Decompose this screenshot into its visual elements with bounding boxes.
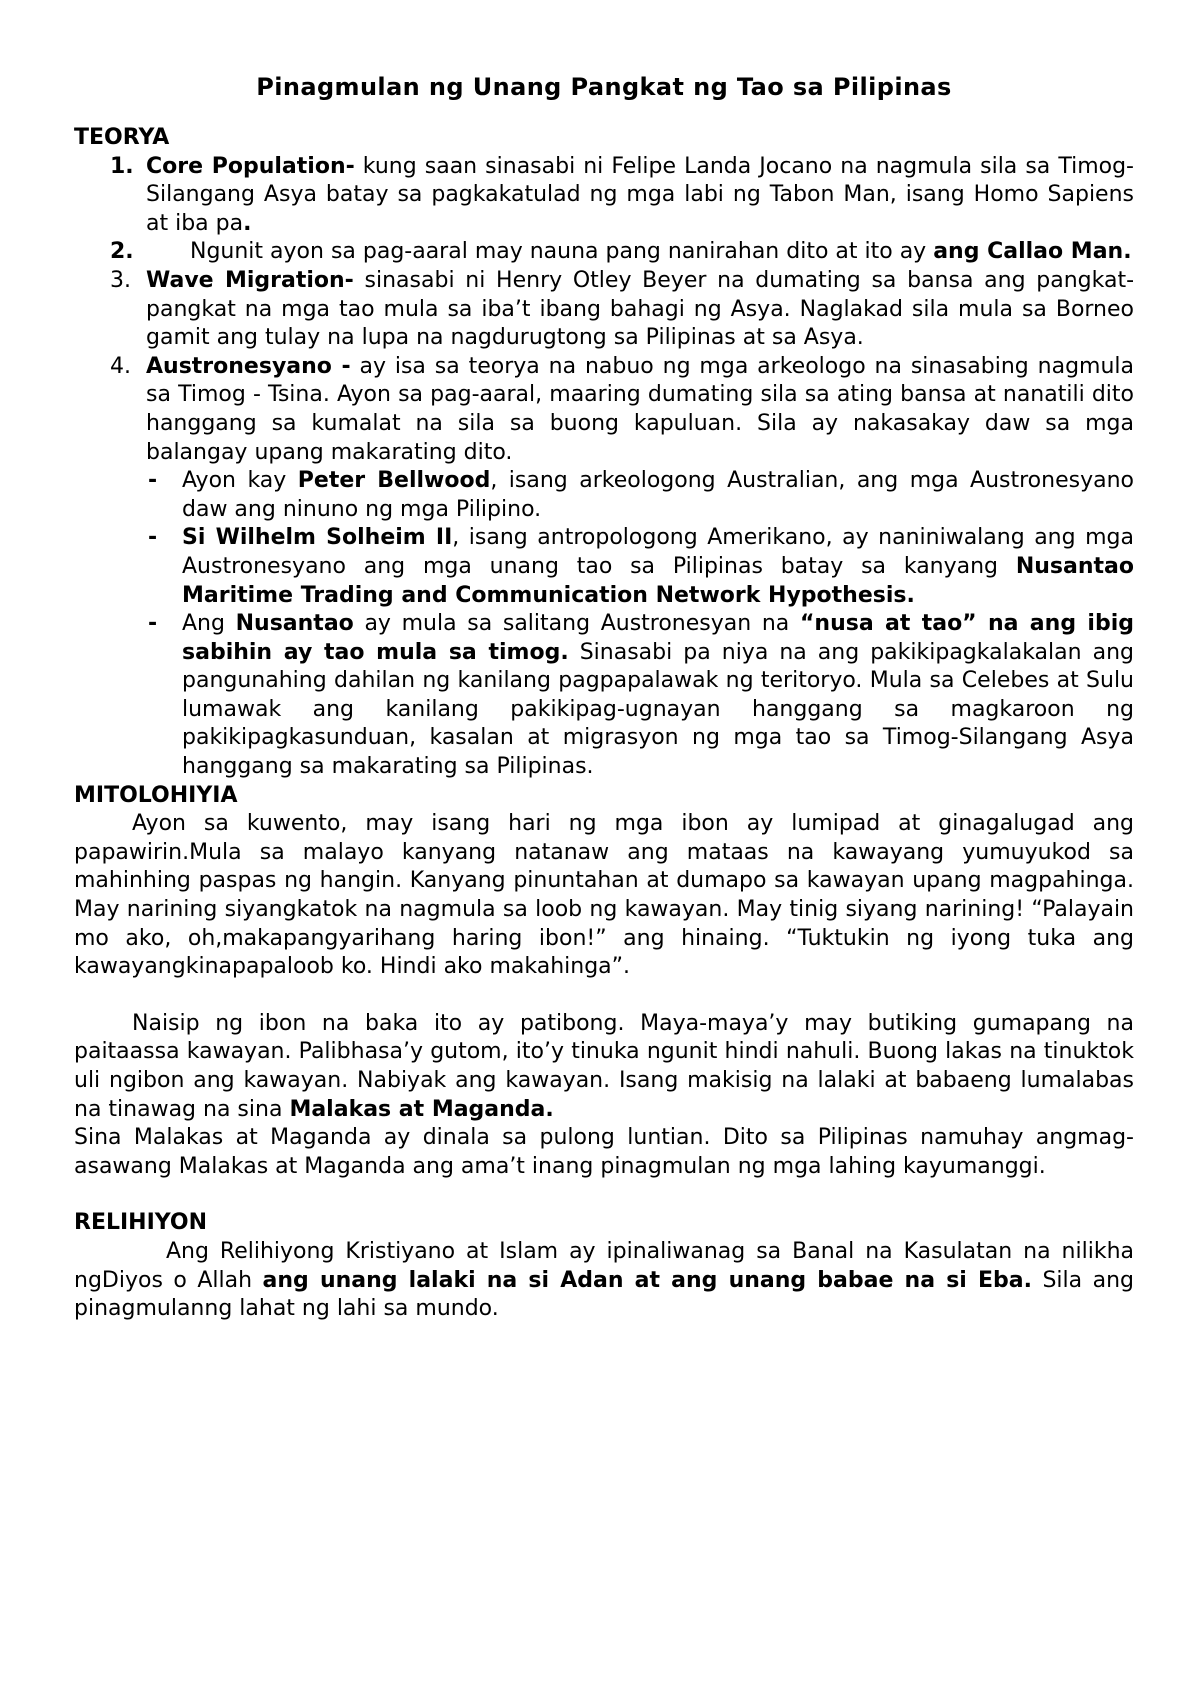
paragraph (74, 1238, 1134, 1324)
bullet-text: Sinasabi pa niya na ang pakikipagkalakalan ang pangunahing dahilan ng kanilang pagpapalawak ng teritoryo. Mula sa Celebes at Sulu lumawak ang kanilang pakikipag-ugnayan hanggang sa magkaroon ng pakikipagkasunduan, kasalan at migrasyon ng mga tao sa Timog-Silangang Asya hanggang sa makarating sa Pilipinas. (182, 639, 1134, 780)
spacer (74, 1181, 1134, 1209)
bullet-text: ay mula sa salitang Austronesyan na (353, 611, 800, 637)
bullet-item (74, 610, 1134, 782)
spacer (74, 982, 1134, 1010)
paragraph-text: Naisip ng ibon na baka ito ay patibong. Maya-maya’y may butiking gumapang na paitaassa kawayan. Palibhasa’y gutom, ito’y tinuka ngunit hindi nahuli. Buong lakas na tinuktok uli ngibon ang kawayan. Nabiyak ang kawayan. Isang makisig na lalaki at babaeng lumalabas na tinawag na sina (74, 1010, 1134, 1122)
bullet-bold: Peter Bellwood (297, 468, 491, 494)
list-item (74, 353, 1134, 467)
term-bold: Core Population- (146, 153, 355, 179)
list-number: 2. (110, 239, 134, 265)
term-bold: Austronesyano - (146, 353, 351, 379)
item-text: sinasabi ni Henry Otley Beyer na dumating sa bansa ang pangkat-pangkat na mga tao mula sa iba’t ibang bahagi ng Asya. Naglakad sila mula sa Borneo gamit ang tulay na lupa na nagdurugtong sa Pilipinas at sa Asya. (146, 267, 1135, 351)
paragraph: Sina Malakas at Maganda ay dinala sa pulong luntian. Dito sa Pilipinas namuhay angmag-asawang Malakas at Maganda ang ama’t inang pinagmulan ng mga lahing kayumanggi. (74, 1125, 1134, 1179)
section-heading-teorya: TEORYA (74, 125, 170, 150)
paragraph-bold: Malakas at Maganda. (289, 1096, 554, 1122)
list-item (74, 153, 1134, 239)
page-title: Pinagmulan ng Unang Pangkat ng Tao sa Pilipinas (256, 73, 952, 101)
document-page (74, 72, 1134, 1324)
dash-bullet: - (148, 611, 158, 637)
term-bold: ang Callao Man. (933, 239, 1132, 265)
list-number: 1. (110, 153, 134, 179)
list-item (74, 238, 1134, 267)
paragraph: Ayon sa kuwento, may isang hari ng mga ibon ay lumipad at ginagalugad ang papawirin.Mula sa malayo kanyang natanaw ang mataas na kawayang yumuyukod sa mahinhing paspas ng hangin. Kanyang pinuntahan at dumapo sa kawayan upang magpahinga. May narining siyangkatok na nagmula sa loob ng kawayan. May tinig siyang narining! “Palayain mo ako, oh,makapangyarihang haring ibon!” ang hinaing. “Tuktukin ng iyong tuka ang kawayangkinapapaloob ko. Hindi ako makahinga”. (74, 811, 1134, 980)
bullet-text: , isang arkeologong Australian, ang mga Austronesyano daw ang ninuno ng mga Pilipino. (182, 468, 1134, 522)
item-text: ay isa sa teorya na nabuo ng mga arkeologo na sinasabing nagmula sa Timog - Tsina. Ayon sa pag-aaral, maaring dumating sila sa ating bansa at nanatili dito hanggang sa kumalat na sila sa buong kapuluan. Sila ay nakasakay daw sa mga balangay upang makarating dito. (146, 353, 1134, 465)
dash-bullet: - (148, 468, 158, 494)
paragraph (74, 1010, 1134, 1124)
dash-bullet: - (148, 525, 158, 551)
paragraph-text: Ang Relihiyong Kristiyano at Islam ay ipinaliwanag sa Banal na Kasulatan na nilikha ngDiyos o Allah (74, 1238, 1134, 1293)
item-end: . (243, 210, 252, 236)
paragraph-bold: ang unang lalaki na si Adan at ang unang babae na si Eba. (262, 1267, 1032, 1293)
bullet-bold: Nusantao Maritime Trading and Communication Network Hypothesis. (182, 553, 1134, 608)
bullet-text: Ang (182, 611, 236, 637)
bullet-item (74, 524, 1134, 610)
section-heading-relihiyon: RELIHIYON (74, 1210, 208, 1236)
bullet-bold: Si Wilhelm Solheim II (182, 525, 453, 551)
bullet-text: Ayon kay (182, 468, 298, 494)
item-text: kung saan sinasabi ni Felipe Landa Jocano na nagmula sila sa Timog-Silangang Asya batay sa pagkakatulad ng mga labi ng Tabon Man, isang Homo Sapiens at iba pa (146, 153, 1134, 236)
bullet-bold: Nusantao (235, 611, 354, 637)
section-heading-mitolohiya: MITOLOHIYIA (74, 782, 238, 808)
bullet-text: , isang antropologong Amerikano, ay naniniwalang ang mga Austronesyano ang mga unang tao sa Pilipinas batay sa kanyang (182, 525, 1134, 579)
list-number: 4. (110, 353, 131, 379)
term-bold: Wave Migration- (146, 267, 354, 293)
paragraph-text: Sila ang pinagmulanng lahat ng lahi sa mundo. (74, 1267, 1135, 1322)
item-text: Ngunit ayon sa pag-aaral may nauna pang nanirahan dito at ito ay (190, 239, 934, 265)
bullet-item (74, 467, 1134, 524)
list-item (74, 267, 1134, 353)
bullet-bold: “nusa at tao” na ang ibig sabihin ay tao mula sa timog. (182, 611, 1134, 665)
list-number: 3. (110, 267, 131, 293)
